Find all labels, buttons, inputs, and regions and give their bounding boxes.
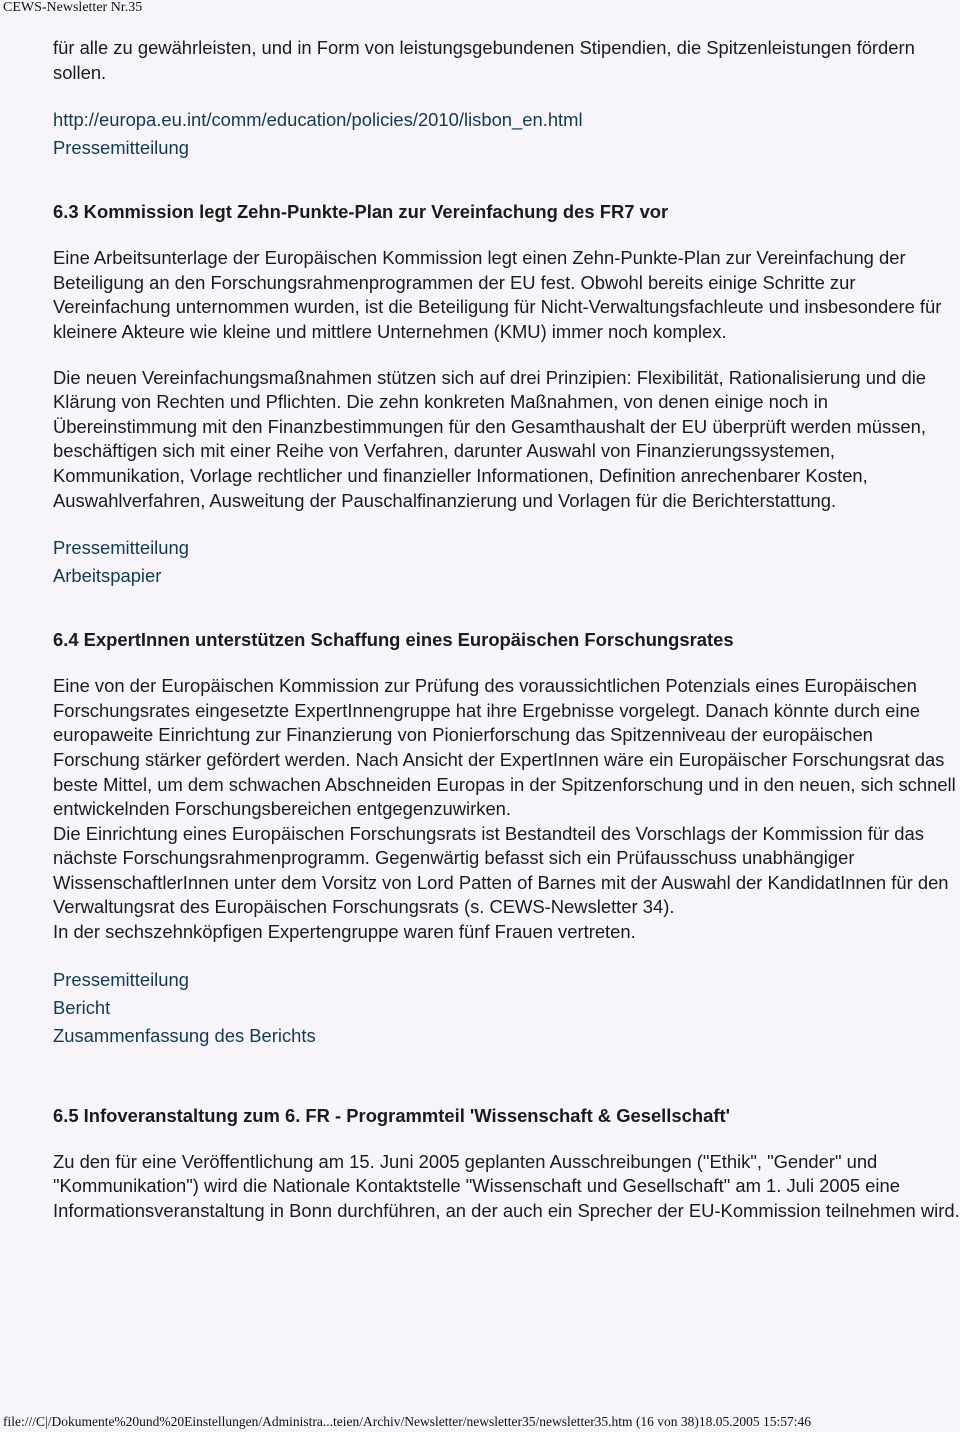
section-6-5-title: 6.5 Infoveranstaltung zum 6. FR - Programmteil 'Wissenschaft & Gesellschaft' (53, 1104, 730, 1126)
newsletter-content (53, 36, 960, 1223)
section-6-4-paragraph-1: Eine von der Europäischen Kommission zur Prüfung des voraussichtlichen Potenzials eines Europäischen Forschungsrates eingesetzte ExpertInnengruppe hat ihre Ergebnisse vorgelegt. Danach könnte durch eine europaweite Einrichtung zur Finanzierung von Pionierforschung das Spitzenniveau der europäischen Forschung stärker gefördert werden. Nach Ansicht der ExpertInnen wäre ein Europäischer Forschungsrat das beste Mittel, um dem schwachen Abschneiden Europas in der Spitzenforschung und in den neuen, sich schnell entwickelnden Forschungsbereichen entgegenzuwirken. (53, 675, 956, 820)
page-footer-path: file:///C|/Dokumente%20und%20Einstellungen/Administra...teien/Archiv/Newsletter/newsletter35/newsletter35.htm (16 von 38)18.05.2005 15:57:46 (3, 1414, 812, 1429)
section-6-4-paragraph-3: In der sechszehnköpfigen Expertengruppe waren fünf Frauen vertreten. (53, 921, 636, 943)
link-pressemitteilung-intro[interactable]: Pressemitteilung (53, 137, 189, 159)
link-arbeitspapier[interactable]: Arbeitspapier (53, 565, 162, 587)
section-6-3-paragraph-1: Eine Arbeitsunterlage der Europäischen Kommission legt einen Zehn-Punkte-Plan zur Vereinfachung der Beteiligung an den Forschungsrahmenprogrammen der EU fest. Obwohl bereits einige Schritte zur Vereinfachung unternommen wurden, ist die Beteiligung für Nicht-Verwaltungsfachleute und insbesondere für kleinere Akteure wie kleine und mittlere Unternehmen (KMU) immer noch komplex. (53, 247, 942, 342)
section-6-3-title: 6.3 Kommission legt Zehn-Punkte-Plan zur Vereinfachung des FR7 vor (53, 201, 669, 223)
section-6-4-paragraph-2: Die Einrichtung eines Europäischen Forschungsrats ist Bestandteil des Vorschlags der Kommission für das nächste Forschungsrahmenprogramm. Gegenwärtig befasst sich ein Prüfausschuss unabhängiger WissenschaftlerInnen unter dem Vorsitz von Lord Patten of Barnes mit der Auswahl der KandidatInnen für den Verwaltungsrat des Europäischen Forschungsrats (s. CEWS-Newsletter 34). (53, 822, 949, 918)
link-pressemitteilung-6-4[interactable]: Pressemitteilung (53, 968, 189, 990)
link-lisbon-url[interactable]: http://europa.eu.int/comm/education/policies/2010/lisbon_en.html (53, 109, 583, 131)
link-pressemitteilung-6-3[interactable]: Pressemitteilung (53, 537, 189, 559)
section-6-3-paragraph-2: Die neuen Vereinfachungsmaßnahmen stützen sich auf drei Prinzipien: Flexibilität, Rationalisierung und die Klärung von Rechten und Pflichten. Die zehn konkreten Maßnahmen, von denen einige noch in Übereinstimmung mit den Finanzbestimmungen für den Gesamthaushalt der EU überprüft werden müssen, beschäftigen sich mit einer Reihe von Verfahren, darunter Auswahl von Finanzierungssystemen, Kommunikation, Vorlage rechtlicher und finanzieller Informationen, Definition anrechenbarer Kosten, Auswahlverfahren, Ausweitung der Pauschalfinanzierung und Vorlagen für die Berichterstattung. (53, 366, 927, 511)
section-6-4-title: 6.4 ExpertInnen unterstützen Schaffung eines Europäischen Forschungsrates (53, 629, 734, 651)
intro-paragraph: für alle zu gewährleisten, und in Form von leistungsgebundenen Stipendien, die Spitzenleistungen fördern sollen. (53, 37, 915, 83)
section-6-5-paragraph-1: Zu den für eine Veröffentlichung am 15. Juni 2005 geplanten Ausschreibungen ("Ethik", "Gender" und "Kommunikation") wird die Nationale Kontaktstelle "Wissenschaft und Gesellschaft" am 1. Juli 2005 eine Informationsveranstaltung in Bonn durchführen, an der auch ein Sprecher der EU-Kommission teilnehmen wird. (53, 1150, 960, 1221)
link-zusammenfassung[interactable]: Zusammenfassung des Berichts (53, 1024, 316, 1046)
page-header: CEWS-Newsletter Nr.35 (3, 0, 143, 15)
link-bericht[interactable]: Bericht (53, 996, 111, 1018)
